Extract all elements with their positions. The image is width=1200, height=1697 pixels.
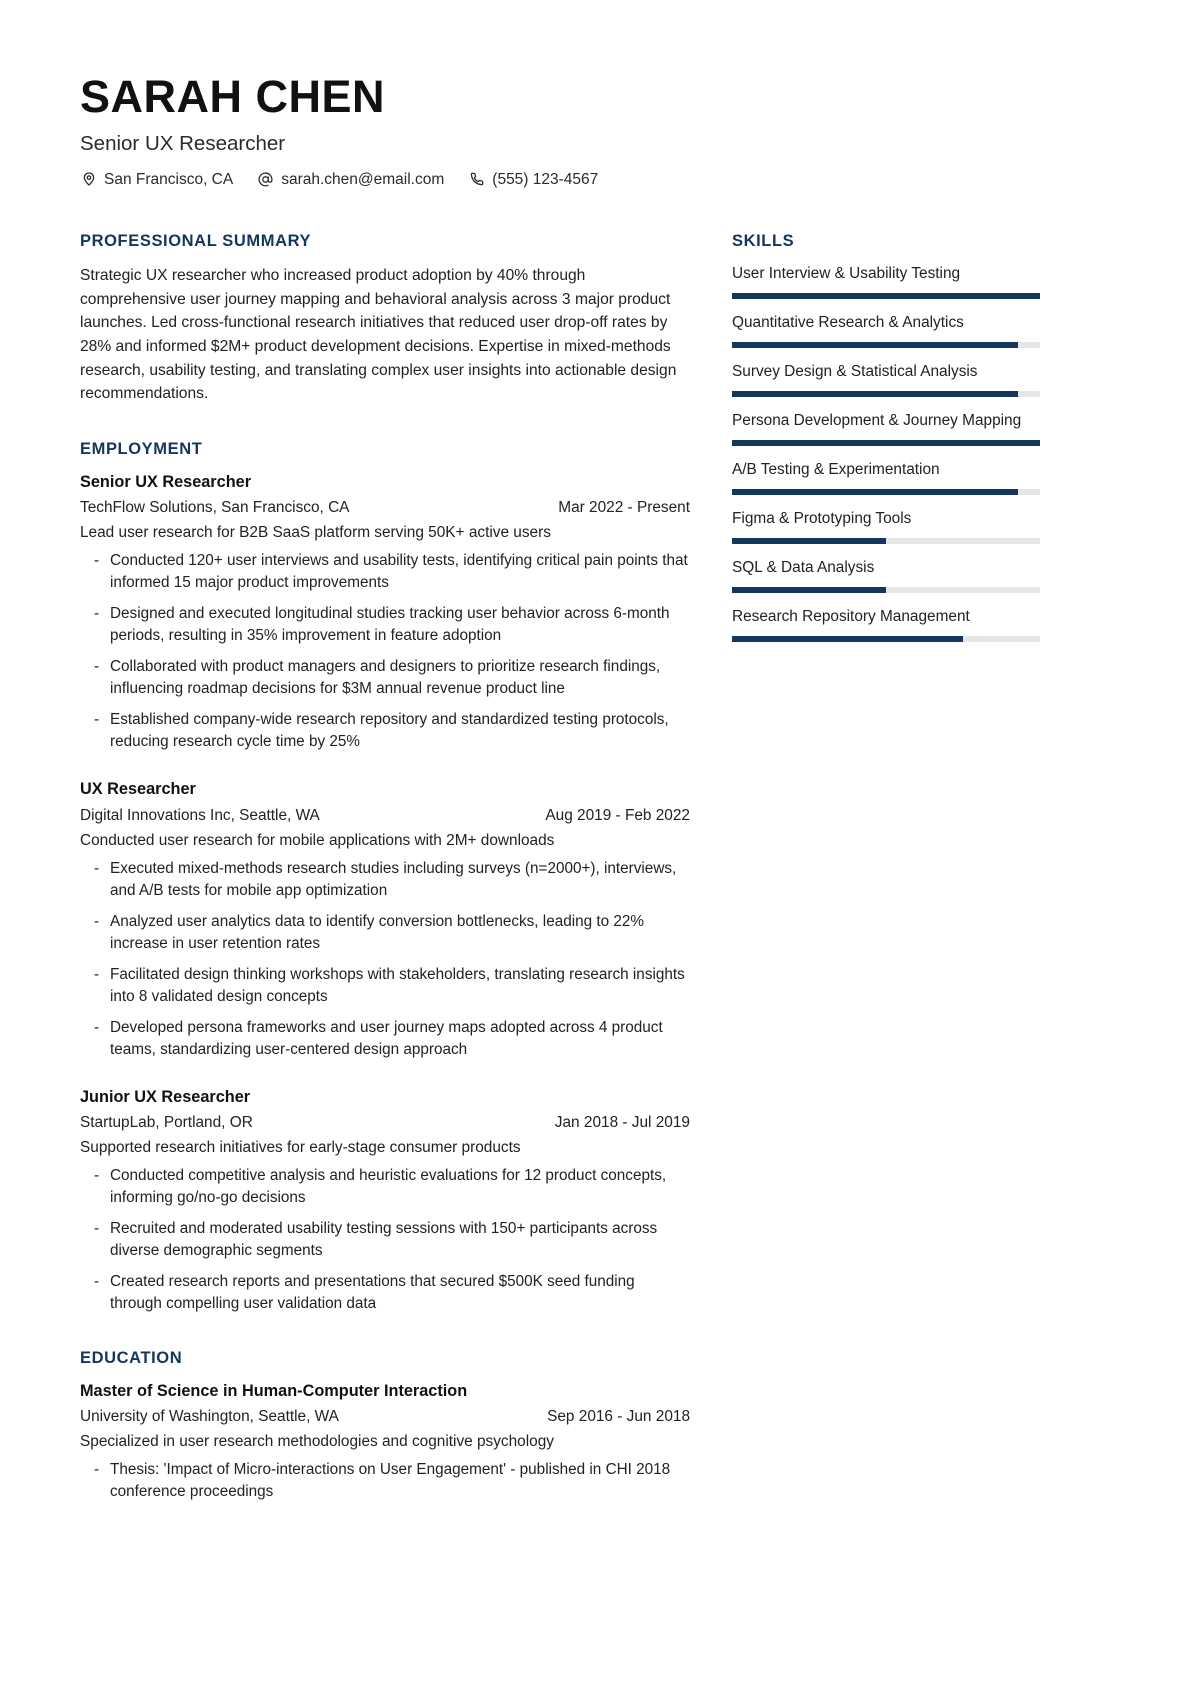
job-bullet: - Analyzed user analytics data to identify conversion bottlenecks, leading to 22% increase in user retention rates [80,911,690,955]
skill-item [732,264,1040,299]
skill-level-track [732,587,1040,593]
resume-body [80,232,1120,1503]
job-bullet: - Designed and executed longitudinal studies tracking user behavior across 6-month periods, resulting in 35% improvement in feature adoption [80,603,690,647]
contact-phone [468,171,598,188]
education-organization: University of Washington, Seattle, WA [80,1408,339,1426]
job-bullet: - Facilitated design thinking workshops with stakeholders, translating research insights into 8 validated design concepts [80,964,690,1008]
skill-name: User Interview & Usability Testing [732,264,961,282]
section-title-skills: SKILLS [732,231,795,250]
job-organization: Digital Innovations Inc, Seattle, WA [80,806,320,824]
skill-name: SQL & Data Analysis [732,559,875,577]
skill-level-track [732,489,1040,495]
section-employment [80,440,690,1315]
phone-icon [468,171,485,188]
skill-level-fill [732,391,1018,397]
skill-level-fill [732,440,1040,446]
job-dates: Jan 2018 - Jul 2019 [554,1114,690,1132]
skill-level-track [732,391,1040,397]
resume-header [80,72,1120,188]
job-description: Conducted user research for mobile applications with 2M+ downloads [80,831,555,849]
skill-name: Persona Development & Journey Mapping [732,412,1022,430]
contact-location-text: San Francisco, CA [104,170,234,188]
job-bullet: - Conducted 120+ user interviews and usability tests, identifying critical pain points that informed 15 major product improvements [80,550,690,594]
education-meta [80,1407,690,1427]
education-bullet-list [80,1459,690,1503]
job-entry [80,779,690,1060]
skill-level-track [732,440,1040,446]
email-at-icon [257,171,274,188]
job-bullet: - Developed persona frameworks and user journey maps adopted across 4 product teams, standardizing user-centered design approach [80,1017,690,1061]
job-meta [80,806,690,826]
skill-level-fill [732,342,1018,348]
contact-email [257,171,444,188]
skill-name: Survey Design & Statistical Analysis [732,363,978,381]
education-list [80,1381,690,1503]
job-bullet: - Collaborated with product managers and designers to prioritize research findings, influencing roadmap decisions for $3M annual revenue product line [80,656,690,700]
skill-name: Figma & Prototyping Tools [732,510,912,528]
job-meta [80,1113,690,1133]
job-organization: TechFlow Solutions, San Francisco, CA [80,499,350,517]
skills-list [732,264,1040,642]
skill-name: Quantitative Research & Analytics [732,314,964,331]
skill-level-fill [732,538,886,544]
job-title: UX Researcher [80,780,196,799]
skill-name: A/B Testing & Experimentation [732,461,940,479]
skill-item [732,411,1040,446]
skill-item [732,362,1040,397]
job-bullet: - Established company-wide research repository and standardized testing protocols, reducing research cycle time by 25% [80,709,690,753]
skill-item [732,460,1040,495]
skill-level-track [732,636,1040,642]
job-organization: StartupLab, Portland, OR [80,1114,253,1132]
skill-level-track [732,342,1040,348]
skill-level-fill [732,293,1040,299]
job-meta [80,498,690,518]
contact-phone-text: (555) 123-4567 [492,170,599,188]
section-professional-summary [80,232,690,406]
job-entry [80,1087,690,1315]
education-title: Master of Science in Human-Computer Interaction [80,1381,468,1400]
candidate-name: SARAH CHEN [80,71,386,122]
employment-list [80,472,690,1315]
contact-location [80,171,233,188]
job-bullet: - Created research reports and presentations that secured $500K seed funding through compelling user validation data [80,1271,690,1315]
job-title: Senior UX Researcher [80,473,252,492]
skill-item [732,509,1040,544]
section-title-summary: PROFESSIONAL SUMMARY [80,231,312,250]
location-pin-icon [80,171,97,188]
education-description: Specialized in user research methodologies and cognitive psychology [80,1433,554,1451]
job-entry [80,472,690,753]
summary-text: Strategic UX researcher who increased product adoption by 40% through comprehensive user journey mapping and behavioral analysis across 3 major product launches. Led cross-functional research initiatives that reduced user drop-off rates by 28% and informed $2M+ product development decisions. Expertise in mixed-methods research, usability testing, and translating complex user insights into actionable design recommendations. [80,266,677,403]
education-bullet: - Thesis: 'Impact of Micro-interactions on User Engagement' - published in CHI 2018 conference proceedings [80,1459,690,1503]
education-entry [80,1381,690,1503]
skill-level-fill [732,636,963,642]
skill-name: Research Repository Management [732,608,970,626]
job-bullet: - Executed mixed-methods research studies including surveys (n=2000+), interviews, and A/B tests for mobile app optimization [80,858,690,902]
section-education [80,1349,690,1503]
skill-level-fill [732,587,886,593]
section-title-education: EDUCATION [80,1348,183,1367]
job-bullet-list [80,1165,690,1315]
job-dates: Aug 2019 - Feb 2022 [545,806,690,824]
job-bullet-list [80,858,690,1061]
job-bullet: - Conducted competitive analysis and heuristic evaluations for 12 product concepts, informing go/no-go decisions [80,1165,690,1209]
job-bullet: - Recruited and moderated usability testing sessions with 150+ participants across diverse demographic segments [80,1218,690,1262]
job-description: Lead user research for B2B SaaS platform serving 50K+ active users [80,524,551,542]
section-skills [732,232,1040,642]
job-bullet-list [80,550,690,753]
job-description: Supported research initiatives for early-stage consumer products [80,1139,521,1157]
main-column [80,232,690,1503]
contact-email-text: sarah.chen@email.com [281,170,445,188]
job-dates: Mar 2022 - Present [558,499,690,517]
skill-item [732,313,1040,348]
skill-level-track [732,293,1040,299]
skill-level-fill [732,489,1018,495]
candidate-headline: Senior UX Researcher [80,132,286,156]
skill-level-track [732,538,1040,544]
contact-row [80,171,1120,188]
skill-item [732,558,1040,593]
skill-item [732,607,1040,642]
section-title-employment: EMPLOYMENT [80,440,203,459]
side-column [732,232,1040,642]
job-title: Junior UX Researcher [80,1087,251,1106]
education-dates: Sep 2016 - Jun 2018 [547,1408,690,1426]
